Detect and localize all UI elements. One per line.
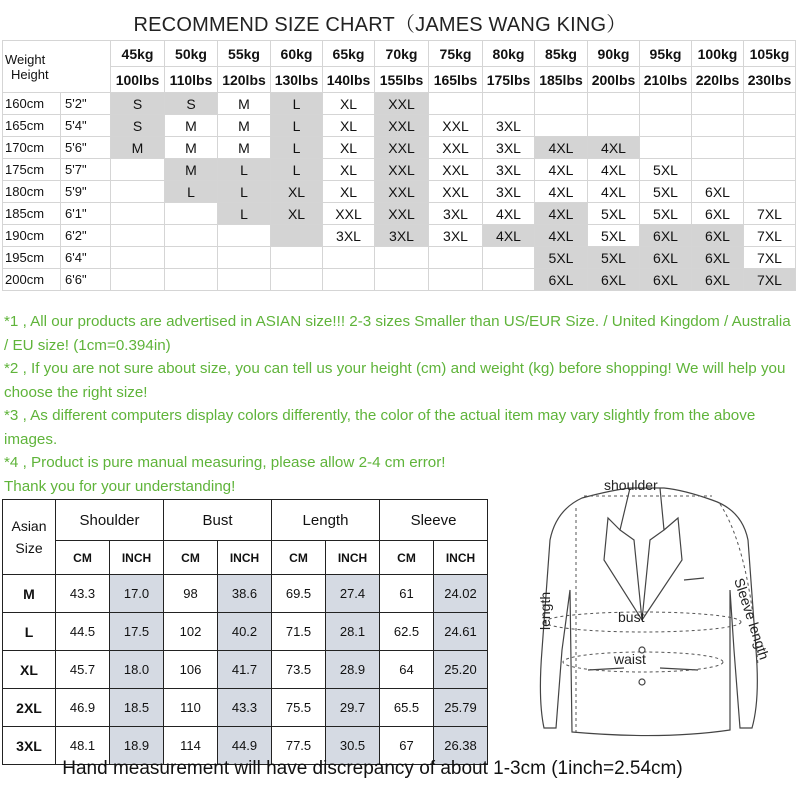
size-cell: M — [111, 137, 165, 159]
cm-value: 98 — [164, 575, 218, 613]
size-cell: L — [165, 181, 218, 203]
size-cell — [165, 247, 218, 269]
size-cell: 7XL — [744, 225, 796, 247]
height-row — [3, 269, 796, 291]
size-cell: 5XL — [588, 247, 640, 269]
weight-label: Weight — [5, 51, 46, 67]
label-sleeve-length: Sleeve length — [731, 575, 773, 662]
height-ft: 5'2" — [61, 93, 111, 115]
size-cell — [218, 225, 271, 247]
size-cell — [535, 115, 588, 137]
size-cell: XXL — [375, 159, 429, 181]
unit-cm: CM — [164, 541, 218, 575]
size-cell — [535, 93, 588, 115]
inch-value: 28.1 — [326, 613, 380, 651]
kg-header: 85kg — [535, 41, 588, 67]
size-cell: M — [218, 93, 271, 115]
size-cell: XL — [323, 181, 375, 203]
size-cell — [165, 225, 218, 247]
size-cell — [588, 115, 640, 137]
size-cell: XL — [323, 159, 375, 181]
height-cm: 170cm — [3, 137, 61, 159]
kg-header: 100kg — [692, 41, 744, 67]
size-cell: L — [218, 159, 271, 181]
size-cell — [744, 137, 796, 159]
cm-value: 61 — [380, 575, 434, 613]
height-row — [3, 115, 796, 137]
inch-value: 43.3 — [218, 689, 272, 727]
size-cell: L — [271, 115, 323, 137]
unit-cm: CM — [56, 541, 110, 575]
size-cell: S — [165, 93, 218, 115]
inch-value: 17.5 — [110, 613, 164, 651]
size-cell: 3XL — [483, 159, 535, 181]
measure-row — [3, 689, 488, 727]
note-1: *1 , All our products are advertised in ASIAN size!!! 2-3 sizes Smaller than US/EUR Size. / United Kingdom / Australia / EU size! (1cm=0.394in) — [4, 313, 791, 354]
unit-row — [3, 541, 488, 575]
recommend-size-table — [2, 40, 796, 291]
size-name: 2XL — [3, 689, 56, 727]
size-cell — [375, 269, 429, 291]
kg-header: 75kg — [429, 41, 483, 67]
cm-value: 45.7 — [56, 651, 110, 689]
size-cell: S — [111, 93, 165, 115]
lbs-header: 130lbs — [271, 67, 323, 93]
size-cell: 4XL — [588, 181, 640, 203]
lbs-header: 140lbs — [323, 67, 375, 93]
size-cell: 4XL — [535, 225, 588, 247]
unit-inch: INCH — [434, 541, 488, 575]
size-cell: 6XL — [640, 247, 692, 269]
size-cell: 5XL — [640, 159, 692, 181]
size-cell: XXL — [375, 181, 429, 203]
asian-label: Asian — [11, 518, 47, 534]
note-thanks: Thank you for your understanding! — [4, 477, 236, 495]
lbs-header: 100lbs — [111, 67, 165, 93]
measure-row — [3, 575, 488, 613]
height-cm: 190cm — [3, 225, 61, 247]
cm-value: 71.5 — [272, 613, 326, 651]
cm-value: 106 — [164, 651, 218, 689]
inch-value: 17.0 — [110, 575, 164, 613]
inch-value: 30.5 — [326, 727, 380, 765]
size-cell — [271, 247, 323, 269]
size-cell: 6XL — [692, 225, 744, 247]
inch-value: 18.9 — [110, 727, 164, 765]
size-cell — [692, 93, 744, 115]
height-ft: 5'7" — [61, 159, 111, 181]
size-cell: 6XL — [692, 247, 744, 269]
size-cell — [111, 203, 165, 225]
size-cell — [111, 181, 165, 203]
size-cell: S — [111, 115, 165, 137]
size-cell — [744, 93, 796, 115]
lbs-header: 200lbs — [588, 67, 640, 93]
size-cell: L — [218, 181, 271, 203]
inch-value: 40.2 — [218, 613, 272, 651]
inch-value: 25.20 — [434, 651, 488, 689]
cm-value: 43.3 — [56, 575, 110, 613]
height-row — [3, 203, 796, 225]
cm-value: 65.5 — [380, 689, 434, 727]
size-cell — [640, 93, 692, 115]
size-cell — [165, 269, 218, 291]
inch-value: 26.38 — [434, 727, 488, 765]
size-cell — [483, 269, 535, 291]
size-cell: XXL — [429, 181, 483, 203]
height-ft: 6'2" — [61, 225, 111, 247]
size-cell: XXL — [429, 159, 483, 181]
size-cell — [323, 247, 375, 269]
lbs-header: 210lbs — [640, 67, 692, 93]
weight-height-header — [3, 41, 111, 93]
inch-value: 44.9 — [218, 727, 272, 765]
kg-header: 65kg — [323, 41, 375, 67]
size-cell — [375, 247, 429, 269]
kg-header: 60kg — [271, 41, 323, 67]
height-ft: 6'6" — [61, 269, 111, 291]
size-cell — [744, 115, 796, 137]
kg-header: 90kg — [588, 41, 640, 67]
lbs-header: 230lbs — [744, 67, 796, 93]
cm-value: 64 — [380, 651, 434, 689]
height-row — [3, 137, 796, 159]
size-cell — [692, 115, 744, 137]
size-cell — [111, 159, 165, 181]
height-label: Height — [11, 66, 49, 82]
height-row — [3, 181, 796, 203]
label-shoulder: shoulder — [604, 477, 658, 493]
size-cell: XXL — [429, 115, 483, 137]
unit-inch: INCH — [218, 541, 272, 575]
size-cell: 3XL — [375, 225, 429, 247]
height-cm: 180cm — [3, 181, 61, 203]
cm-value: 75.5 — [272, 689, 326, 727]
cm-value: 69.5 — [272, 575, 326, 613]
inch-value: 18.0 — [110, 651, 164, 689]
inch-value: 25.79 — [434, 689, 488, 727]
size-cell — [429, 269, 483, 291]
size-cell: XXL — [375, 93, 429, 115]
inch-value: 27.4 — [326, 575, 380, 613]
size-cell: 3XL — [483, 115, 535, 137]
measure-group-header: Shoulder — [56, 500, 164, 541]
height-cm: 185cm — [3, 203, 61, 225]
kg-header: 50kg — [165, 41, 218, 67]
size-cell: 6XL — [640, 269, 692, 291]
size-cell: M — [218, 137, 271, 159]
height-ft: 6'4" — [61, 247, 111, 269]
size-cell: 4XL — [535, 159, 588, 181]
height-ft: 5'9" — [61, 181, 111, 203]
inch-value: 18.5 — [110, 689, 164, 727]
size-cell — [429, 93, 483, 115]
size-cell: 4XL — [588, 137, 640, 159]
label-waist: waist — [614, 651, 646, 667]
size-cell — [483, 247, 535, 269]
size-cell — [323, 269, 375, 291]
size-cell — [483, 93, 535, 115]
size-cell: XXL — [323, 203, 375, 225]
size-cell — [218, 247, 271, 269]
size-name: 3XL — [3, 727, 56, 765]
size-cell: 5XL — [588, 225, 640, 247]
size-cell: XXL — [375, 137, 429, 159]
size-cell — [111, 247, 165, 269]
inch-value: 41.7 — [218, 651, 272, 689]
note-3: *3 , As different computers display colors differently, the color of the actual item may vary slightly from the above images. — [4, 407, 756, 448]
size-cell — [744, 159, 796, 181]
size-cell: 4XL — [483, 203, 535, 225]
size-cell: L — [271, 93, 323, 115]
size-cell — [692, 137, 744, 159]
size-cell: M — [165, 115, 218, 137]
size-name: L — [3, 613, 56, 651]
size-cell: 3XL — [483, 137, 535, 159]
height-cm: 195cm — [3, 247, 61, 269]
cm-value: 114 — [164, 727, 218, 765]
size-cell: 7XL — [744, 203, 796, 225]
size-cell: 3XL — [429, 203, 483, 225]
size-cell — [640, 115, 692, 137]
measure-group-header: Bust — [164, 500, 272, 541]
cm-value: 73.5 — [272, 651, 326, 689]
cm-value: 110 — [164, 689, 218, 727]
label-length: length — [537, 591, 553, 630]
footer-note: Hand measurement will have discrepancy of about 1-3cm (1inch=2.54cm) — [62, 758, 683, 779]
size-cell — [218, 269, 271, 291]
kg-header: 45kg — [111, 41, 165, 67]
size-cell: XL — [323, 115, 375, 137]
size-name: XL — [3, 651, 56, 689]
size-cell — [692, 159, 744, 181]
weight-lbs-row — [3, 67, 796, 93]
size-cell: 4XL — [588, 159, 640, 181]
height-ft: 5'6" — [61, 137, 111, 159]
kg-header: 95kg — [640, 41, 692, 67]
lbs-header: 165lbs — [429, 67, 483, 93]
inch-value: 38.6 — [218, 575, 272, 613]
height-row — [3, 225, 796, 247]
cm-value: 48.1 — [56, 727, 110, 765]
cm-value: 102 — [164, 613, 218, 651]
size-cell: 6XL — [692, 181, 744, 203]
note-4: *4 , Product is pure manual measuring, please allow 2-4 cm error! — [4, 454, 446, 471]
kg-header: 80kg — [483, 41, 535, 67]
cm-value: 46.9 — [56, 689, 110, 727]
size-cell: XL — [323, 137, 375, 159]
size-cell — [588, 93, 640, 115]
measure-row — [3, 651, 488, 689]
height-row — [3, 93, 796, 115]
height-cm: 165cm — [3, 115, 61, 137]
height-ft: 6'1" — [61, 203, 111, 225]
size-cell: XL — [323, 93, 375, 115]
size-cell: 7XL — [744, 247, 796, 269]
size-cell: XXL — [375, 203, 429, 225]
size-cell: 5XL — [640, 181, 692, 203]
size-cell: 4XL — [535, 137, 588, 159]
inch-value: 28.9 — [326, 651, 380, 689]
lbs-header: 155lbs — [375, 67, 429, 93]
size-cell — [271, 269, 323, 291]
asian-size-header — [3, 500, 56, 575]
inch-value: 24.61 — [434, 613, 488, 651]
size-cell: L — [271, 159, 323, 181]
size-cell: XXL — [375, 115, 429, 137]
size-cell: 6XL — [640, 225, 692, 247]
size-cell: 3XL — [483, 181, 535, 203]
size-cell: 6XL — [588, 269, 640, 291]
size-cell — [744, 181, 796, 203]
height-row — [3, 159, 796, 181]
size-cell: 4XL — [535, 181, 588, 203]
size-cell: M — [165, 159, 218, 181]
measure-group-header: Sleeve — [380, 500, 488, 541]
unit-inch: INCH — [110, 541, 164, 575]
lbs-header: 120lbs — [218, 67, 271, 93]
note-2: *2 , If you are not sure about size, you can tell us your height (cm) and weight (kg) before shopping! We will help you choose the right size! — [4, 360, 786, 401]
size-cell: 6XL — [535, 269, 588, 291]
height-ft: 5'4" — [61, 115, 111, 137]
size-cell: 5XL — [640, 203, 692, 225]
size-cell: 7XL — [744, 269, 796, 291]
size-cell: 6XL — [692, 269, 744, 291]
height-cm: 160cm — [3, 93, 61, 115]
height-cm: 175cm — [3, 159, 61, 181]
unit-inch: INCH — [326, 541, 380, 575]
cm-value: 62.5 — [380, 613, 434, 651]
size-cell: 6XL — [692, 203, 744, 225]
measure-group-row — [3, 500, 488, 541]
measurement-table — [2, 499, 488, 765]
size-cell — [271, 225, 323, 247]
weight-kg-row — [3, 41, 796, 67]
cm-value: 67 — [380, 727, 434, 765]
measure-group-header: Length — [272, 500, 380, 541]
size-cell: XL — [271, 203, 323, 225]
chart-title: RECOMMEND SIZE CHART（JAMES WANG KING） — [133, 14, 627, 36]
size-cell — [111, 269, 165, 291]
unit-cm: CM — [272, 541, 326, 575]
size-cell: 5XL — [535, 247, 588, 269]
lbs-header: 220lbs — [692, 67, 744, 93]
size-cell: L — [271, 137, 323, 159]
size-cell: L — [218, 203, 271, 225]
height-row — [3, 247, 796, 269]
size-cell: 3XL — [429, 225, 483, 247]
unit-cm: CM — [380, 541, 434, 575]
size-name: M — [3, 575, 56, 613]
kg-header: 105kg — [744, 41, 796, 67]
lbs-header: 185lbs — [535, 67, 588, 93]
size-cell: 5XL — [588, 203, 640, 225]
kg-header: 55kg — [218, 41, 271, 67]
jacket-diagram — [512, 470, 782, 755]
size-cell — [429, 247, 483, 269]
size-cell — [640, 137, 692, 159]
inch-value: 29.7 — [326, 689, 380, 727]
lbs-header: 110lbs — [165, 67, 218, 93]
kg-header: 70kg — [375, 41, 429, 67]
size-cell: 4XL — [483, 225, 535, 247]
size-cell: XL — [271, 181, 323, 203]
inch-value: 24.02 — [434, 575, 488, 613]
size-label: Size — [15, 540, 43, 556]
size-cell: 3XL — [323, 225, 375, 247]
measure-row — [3, 613, 488, 651]
lbs-header: 175lbs — [483, 67, 535, 93]
size-cell: 4XL — [535, 203, 588, 225]
size-cell: XXL — [429, 137, 483, 159]
height-cm: 200cm — [3, 269, 61, 291]
size-cell — [165, 203, 218, 225]
cm-value: 44.5 — [56, 613, 110, 651]
size-cell: M — [165, 137, 218, 159]
label-bust: bust — [618, 609, 645, 625]
size-cell: M — [218, 115, 271, 137]
cm-value: 77.5 — [272, 727, 326, 765]
size-cell — [111, 225, 165, 247]
